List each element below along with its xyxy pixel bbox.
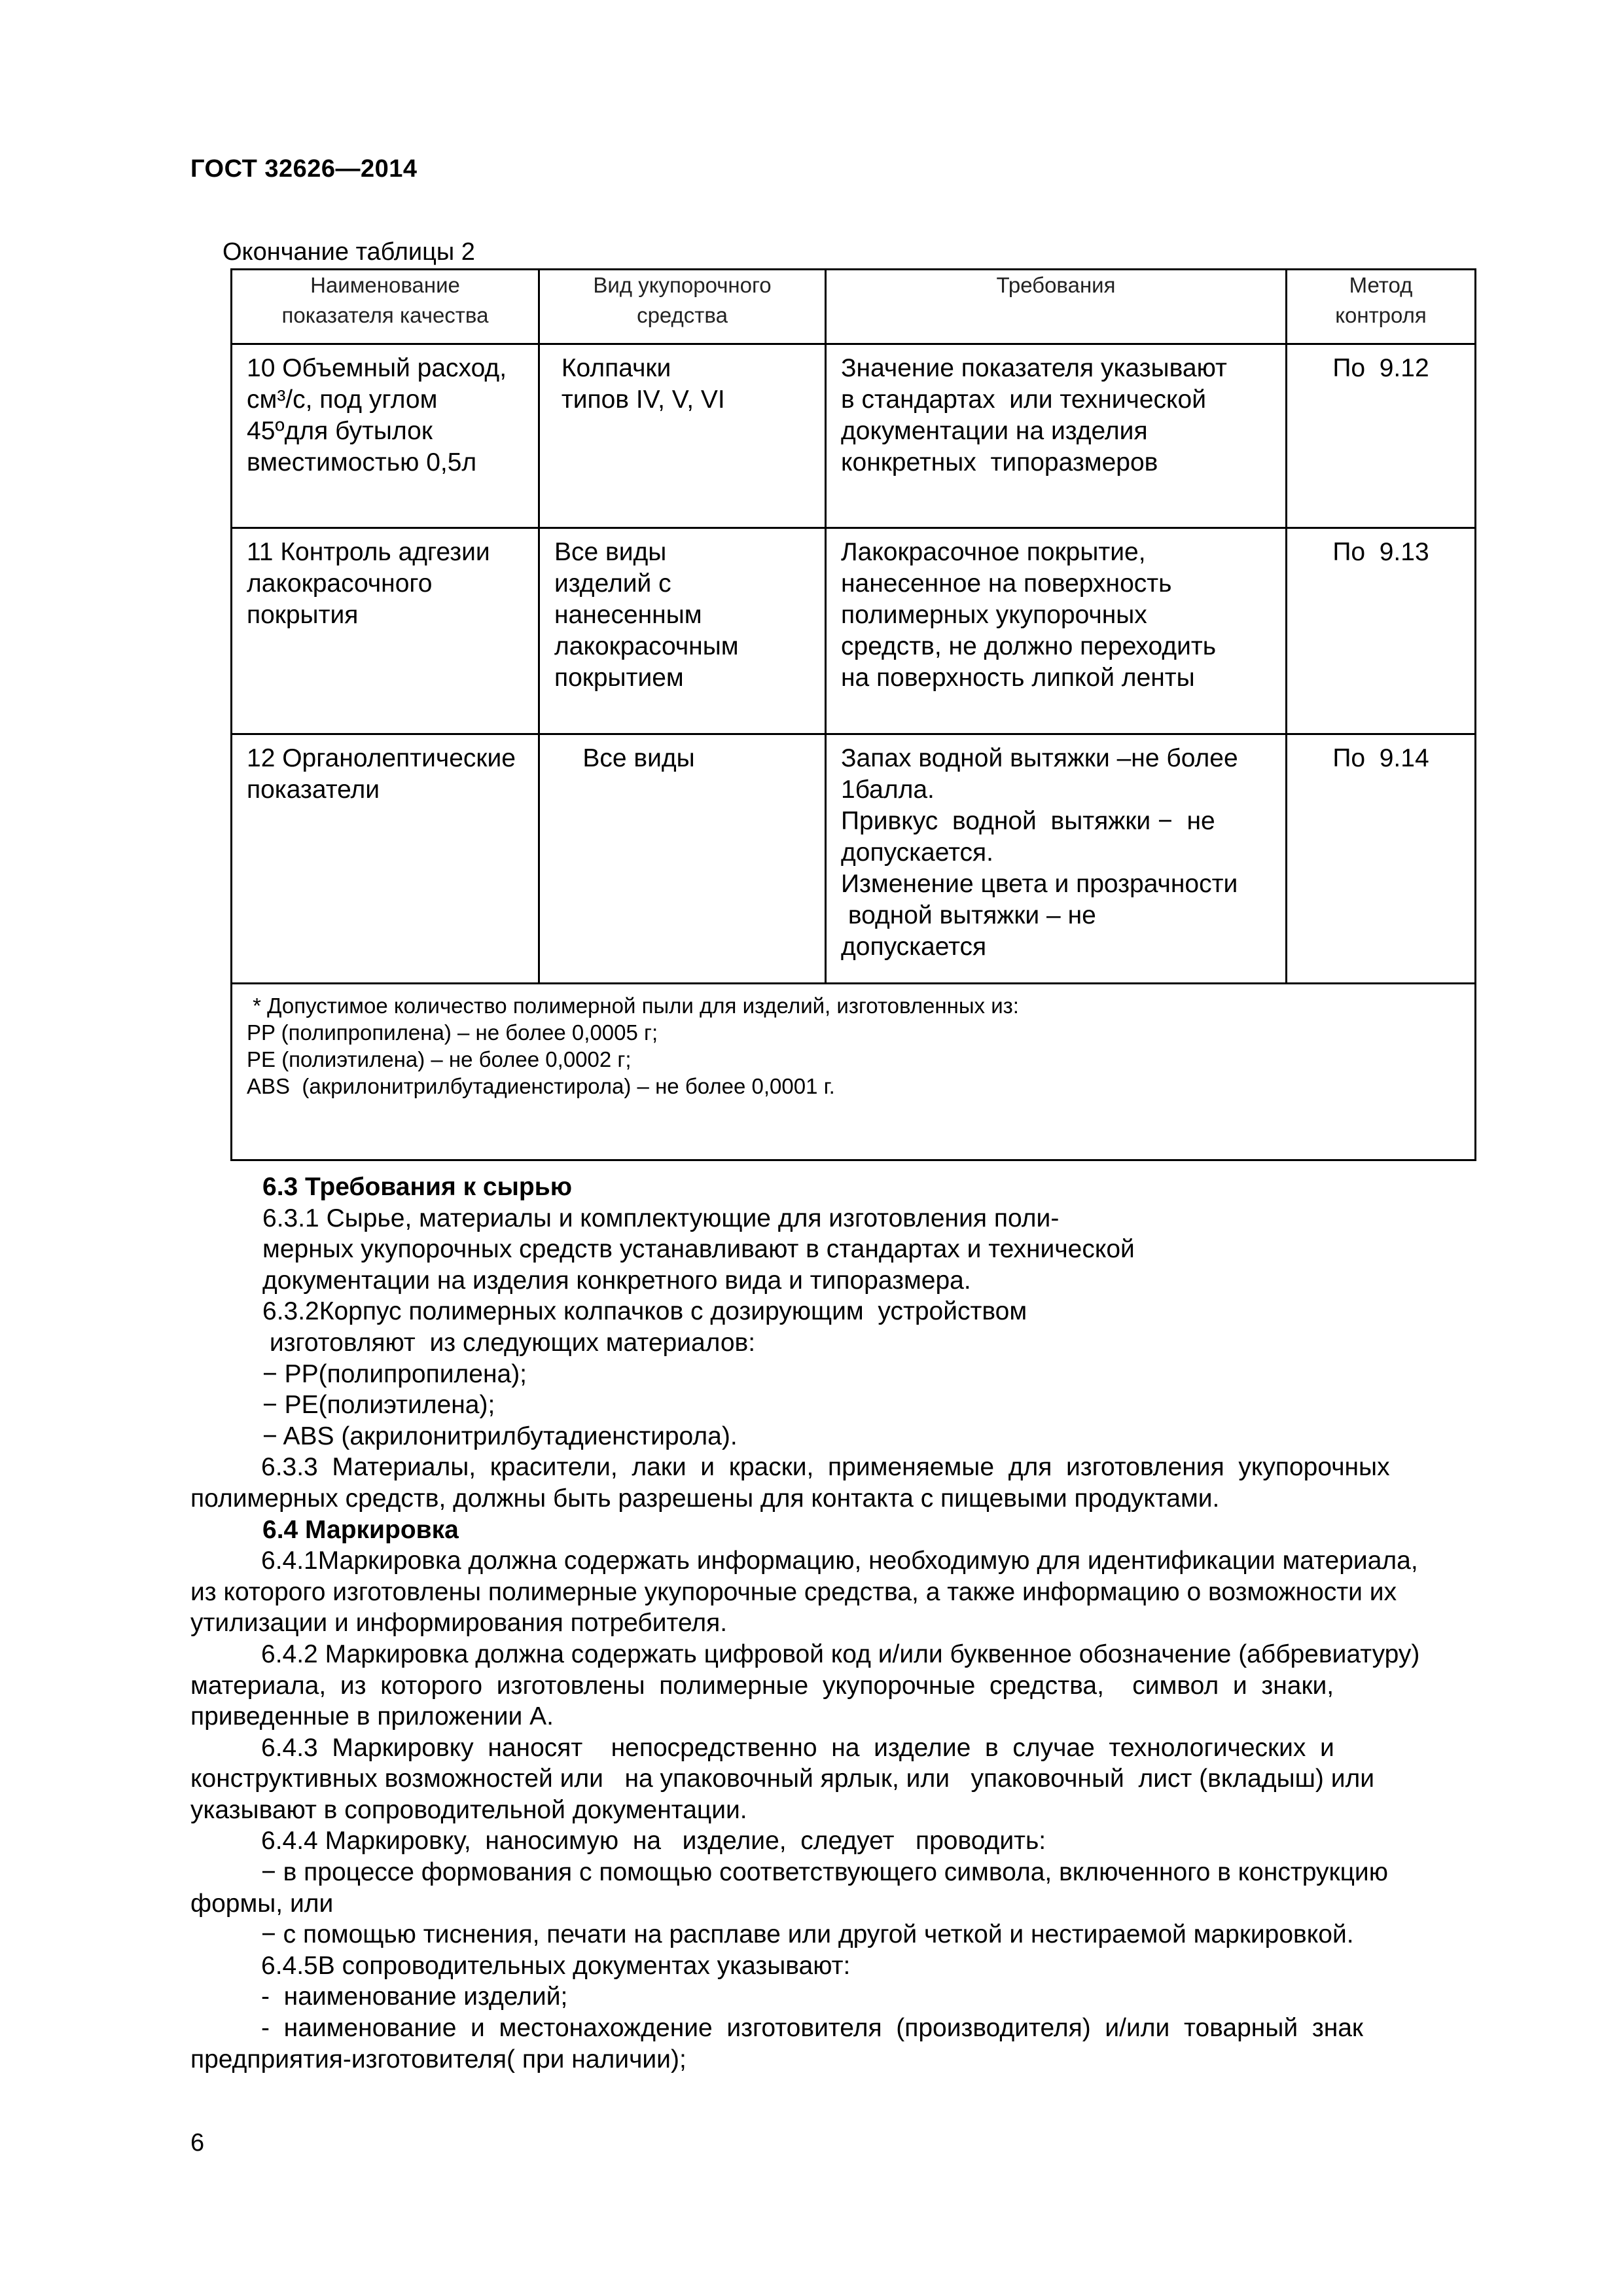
- section-title-6-3: 6.3 Требования к сырью: [262, 1173, 573, 1201]
- table-caption: Окончание таблицы 2: [223, 238, 475, 266]
- list-item: − PP(полипропилена);: [262, 1359, 527, 1388]
- paragraph-line: приведенные в приложении А.: [190, 1702, 554, 1731]
- paragraph-line: указывают в сопроводительной документации.: [190, 1795, 747, 1824]
- cell-requirements: Запах водной вытяжки –не более 1балла. Привкус водной вытяжки − не допускается. Изменение цвета и прозрачности водной вытяжки – не допускается: [826, 734, 1287, 984]
- cell-requirements: Значение показателя указывают в стандартах или технической документации на изделия конкретных типоразмеров: [826, 344, 1287, 528]
- cell-requirements: Лакокрасочное покрытие, нанесенное на поверхность полимерных укупорочных средств, не должно переходить на поверхность липкой ленты: [826, 528, 1287, 734]
- table-row: [232, 344, 1476, 528]
- paragraph-line: 6.4.3 Маркировку наносят непосредственно на изделие в случае технологических и: [261, 1733, 1334, 1762]
- paragraph-line: 6.3.2Корпус полимерных колпачков с дозирующим устройством: [262, 1297, 1027, 1326]
- paragraph-line: утилизации и информирования потребителя.: [190, 1609, 728, 1638]
- paragraph-line: документации на изделия конкретного вида и типоразмера.: [262, 1266, 971, 1295]
- document-body: [190, 1172, 1493, 2075]
- paragraph-line: изготовляют из следующих материалов:: [262, 1328, 756, 1357]
- cell-closure-type: Все виды: [539, 734, 826, 984]
- paragraph-line: 6.3.1 Сырье, материалы и комплектующие для изготовления поли-: [262, 1204, 1060, 1232]
- table-row: [232, 734, 1476, 984]
- cell-control-method: По 9.13: [1287, 528, 1476, 734]
- header-quality-indicator: Наименование показателя качества: [232, 270, 539, 344]
- header-closure-type: Вид укупорочного средства: [539, 270, 826, 344]
- paragraph-line: материала, из которого изготовлены полимерные укупорочные средства, символ и знаки,: [190, 1671, 1334, 1700]
- cell-indicator-name: 11 Контроль адгезии лакокрасочного покрытия: [232, 528, 539, 734]
- paragraph-line: 6.4.5В сопроводительных документах указывают:: [261, 1951, 851, 1980]
- paragraph-line: 6.4.1Маркировка должна содержать информацию, необходимую для идентификации материала,: [261, 1547, 1418, 1575]
- document-header: ГОСТ 32626—2014: [190, 155, 418, 183]
- list-item: − PE(полиэтилена);: [262, 1391, 495, 1420]
- list-item: − в процессе формования с помощью соответствующего символа, включенного в конструкцию: [261, 1858, 1388, 1887]
- cell-indicator-name: 12 Органолептические показатели: [232, 734, 539, 984]
- paragraph-line: формы, или: [190, 1889, 334, 1918]
- cell-control-method: По 9.14: [1287, 734, 1476, 984]
- header-requirements: Требования: [826, 270, 1287, 344]
- paragraph-line: из которого изготовлены полимерные укупорочные средства, а также информацию о возможности их: [190, 1577, 1397, 1606]
- paragraph-line: предприятия-изготовителя( при наличии);: [190, 2045, 687, 2073]
- cell-closure-type: Колпачки типов IV, V, VI: [539, 344, 826, 528]
- cell-control-method: По 9.12: [1287, 344, 1476, 528]
- paragraph-line: полимерных средств, должны быть разрешены для контакта с пищевыми продуктами.: [190, 1484, 1220, 1513]
- list-item: − ABS (акрилонитрилбутадиенстирола).: [262, 1422, 738, 1450]
- table-footnote: * Допустимое количество полимерной пыли для изделий, изготовленных из: PP (полипропилена) – не более 0,0005 г; PE (полиэтилена) – не более 0,0002 г; ABS (акрилонитрилбутадиенстирола) – не более 0,0001 г.: [232, 984, 1476, 1160]
- paragraph-line: 6.3.3 Материалы, красители, лаки и краски, применяемые для изготовления укупорочных: [261, 1453, 1390, 1482]
- table-header-row: [232, 270, 1476, 344]
- table-row: [232, 528, 1476, 734]
- cell-closure-type: Все виды изделий с нанесенным лакокрасочным покрытием: [539, 528, 826, 734]
- table-note-row: [232, 984, 1476, 1160]
- page-number: 6: [190, 2129, 205, 2157]
- list-item: − с помощью тиснения, печати на расплаве или другой четкой и нестираемой маркировкой.: [261, 1920, 1354, 1949]
- section-title-6-4: 6.4 Маркировка: [262, 1515, 459, 1544]
- list-item: - наименование изделий;: [261, 1982, 568, 2011]
- paragraph-line: конструктивных возможностей или на упаковочный ярлык, или упаковочный лист (вкладыш) или: [190, 1765, 1375, 1793]
- list-item: - наименование и местонахождение изготовителя (производителя) и/или товарный знак: [261, 2014, 1363, 2043]
- cell-indicator-name: 10 Объемный расход, см³/с, под углом 45ºдля бутылок вместимостью 0,5л: [232, 344, 539, 528]
- paragraph-line: 6.4.4 Маркировку, наносимую на изделие, следует проводить:: [261, 1827, 1046, 1856]
- paragraph-line: 6.4.2 Маркировка должна содержать цифровой код и/или буквенное обозначение (аббревиатуру): [261, 1640, 1420, 1668]
- paragraph-line: мерных укупорочных средств устанавливают в стандартах и технической: [262, 1235, 1135, 1264]
- header-control-method: Метод контроля: [1287, 270, 1476, 344]
- table-2: [230, 268, 1476, 1161]
